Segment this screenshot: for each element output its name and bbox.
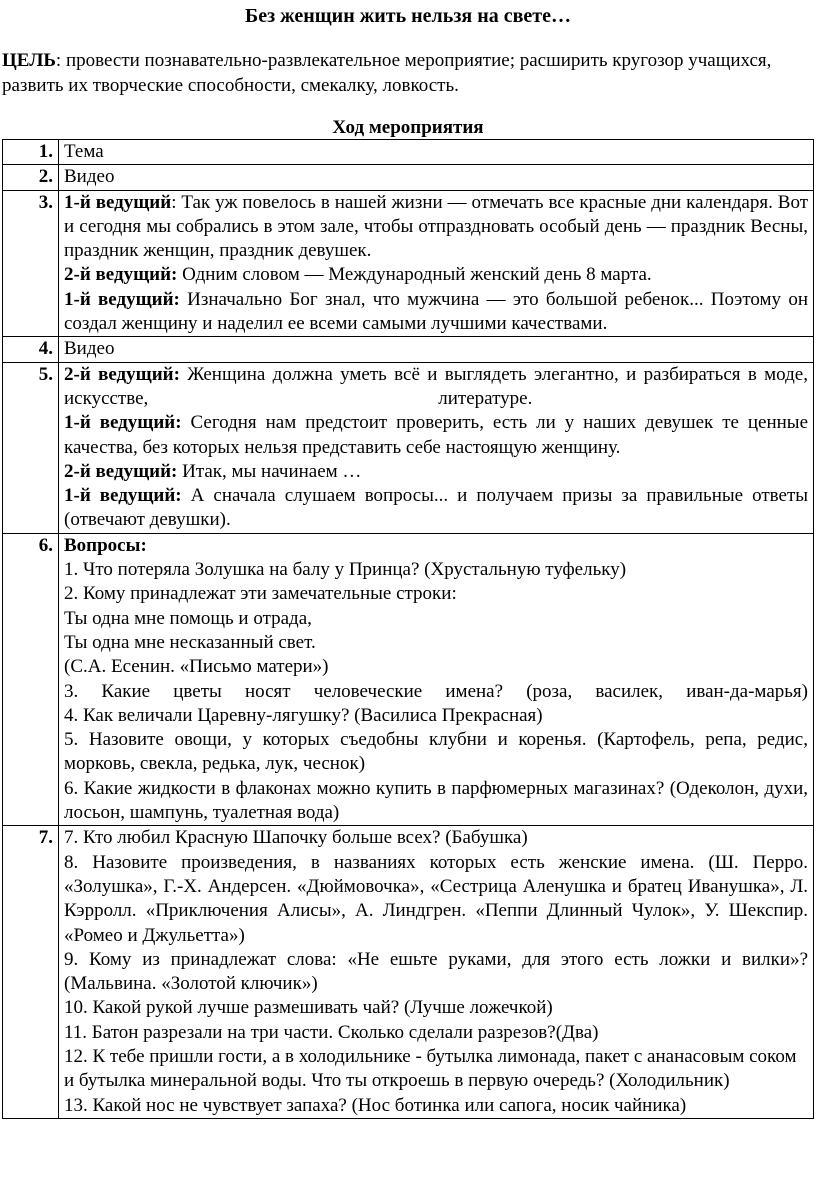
goal-label: ЦЕЛЬ — [2, 50, 56, 71]
row-number: 2. — [3, 165, 59, 190]
speaker-label: 2-й ведущий: — [64, 264, 178, 286]
table-row — [3, 165, 814, 190]
dialogue-line — [64, 191, 808, 264]
question-line: 7. Кто любил Красную Шапочку больше всех? (Бабушка) — [64, 827, 528, 849]
question-line: 9. Кому из принадлежат слова: «Не ешьте руками, для этого есть ложки и вилки»? (Мальвина. «Золотой ключик») — [64, 948, 808, 995]
row-content — [59, 362, 814, 533]
row-content — [59, 826, 814, 1119]
speaker-label: 1-й ведущий: — [64, 412, 182, 434]
question-line: 11. Батон разрезали на три части. Сколько сделали разрезов?(Два) — [64, 1021, 599, 1043]
question-line: 12. К тебе пришли гости, а в холодильнике - бутылка лимонада, пакет с ананасовым соком и бутылка минеральной воды. Что ты откроешь в первую очередь? (Холодильник) — [64, 1045, 797, 1092]
table-row — [3, 362, 814, 533]
question-line: 6. Какие жидкости в флаконах можно купить в парфюмерных магазинах? (Одеколон, духи, лосьон, шампунь, туалетная вода) — [64, 777, 808, 824]
dialogue-line — [64, 484, 808, 533]
plan-heading: Ход мероприятия — [332, 117, 484, 138]
row-number: 5. — [3, 362, 59, 533]
dialogue-line — [64, 363, 808, 412]
question-line: 2. Кому принадлежат эти замечательные строки: — [64, 583, 457, 605]
row-number: 4. — [3, 337, 59, 362]
question-line: 4. Как величали Царевну-лягушку? (Василиса Прекрасная) — [64, 704, 543, 726]
row-number: 6. — [3, 533, 59, 826]
questions-heading: Вопросы: — [64, 534, 147, 556]
speaker-label: 1-й ведущий — [64, 191, 172, 213]
question-line: 10. Какой рукой лучше размешивать чай? (Лучше ложечкой) — [64, 997, 553, 1019]
row-content — [59, 190, 814, 337]
speech-text: Итак, мы начинаем … — [177, 460, 362, 482]
table-row — [3, 533, 814, 826]
speech-text: А сначала слушаем вопросы... и получаем призы за правильные ответы (отвечают девушки). — [64, 485, 809, 531]
table-row — [3, 826, 814, 1119]
row-content: Видео — [59, 337, 814, 362]
poem-line: Ты одна мне помощь и отрада, — [64, 607, 312, 629]
dialogue-line — [64, 288, 808, 337]
row-content — [59, 533, 814, 826]
speech-text: : Так уж повелось в нашей жизни — отмечать все красные дни календаря. Вот и сегодня мы собрались в этом зале, чтобы отпраздновать особый день — праздник Весны, праздник женщин, праздник девушек. — [64, 191, 809, 262]
speaker-label: 2-й ведущий: — [64, 460, 178, 482]
document-title: Без женщин жить нельзя на свете… — [245, 5, 571, 27]
question-line: 1. Что потеряла Золушка на балу у Принца? (Хрустальную туфельку) — [64, 559, 627, 581]
row-number: 1. — [3, 140, 59, 165]
table-row — [3, 140, 814, 165]
dialogue-line — [64, 263, 808, 287]
row-number: 7. — [3, 826, 59, 1119]
speaker-label: 2-й ведущий: — [64, 363, 180, 385]
row-content: Тема — [59, 140, 814, 165]
row-content: Видео — [59, 165, 814, 190]
table-row — [3, 190, 814, 337]
table-row — [3, 337, 814, 362]
speech-text: Одним словом — Международный женский день 8 марта. — [177, 264, 652, 286]
question-line: 8. Назовите произведения, в названиях которых есть женские имена. (Ш. Перро. «Золушка», Г.-Х. Андерсен. «Дюймовочка», «Сестрица Аленушка и братец Иванушка», Л. Кэрролл. «Приключения Алисы», А. Линдгрен. «Пеппи Длинный Чулок», У. Шекспир. «Ромео и Джульетта») — [64, 851, 808, 946]
speaker-label: 1-й ведущий: — [64, 288, 180, 310]
poem-line: Ты одна мне несказанный свет. — [64, 631, 316, 653]
question-line: 5. Назовите овощи, у которых съедобны клубни и коренья. (Картофель, репа, редис, морковь, свекла, редька, лук, чеснок) — [64, 729, 808, 775]
plan-table — [2, 139, 814, 1119]
row-number: 3. — [3, 190, 59, 337]
speech-text: Изначально Бог знал, что мужчина — это большой ребенок... Поэтому он создал женщину и наделил ее всеми самыми лучшими качествами. — [64, 288, 808, 335]
question-line: 3. Какие цветы носят человеческие имена? (роза, василек, иван-да-марья) — [64, 680, 808, 702]
speech-text-end: литературе. — [438, 387, 533, 409]
speech-text: Сегодня нам предстоит проверить, есть ли у наших девушек те ценные качества, без которых нельзя представить себе настоящую женщину. — [64, 412, 809, 458]
dialogue-line — [64, 460, 808, 484]
goal-paragraph — [2, 48, 802, 98]
dialogue-line — [64, 411, 808, 460]
speaker-label: 1-й ведущий: — [64, 485, 182, 507]
question-line: 13. Какой нос не чувствует запаха? (Нос ботинка или сапога, носик чайника) — [64, 1094, 687, 1116]
goal-text: : провести познавательно-развлекательное мероприятие; расширить кругозор учащихся, развить их творческие способности, смекалку, ловкость. — [2, 50, 772, 96]
speech-text: Женщина должна уметь всё и выглядеть элегантно, и разбираться в моде, искусстве, — [64, 363, 808, 409]
poem-attribution: (С.А. Есенин. «Письмо матери») — [64, 656, 329, 678]
